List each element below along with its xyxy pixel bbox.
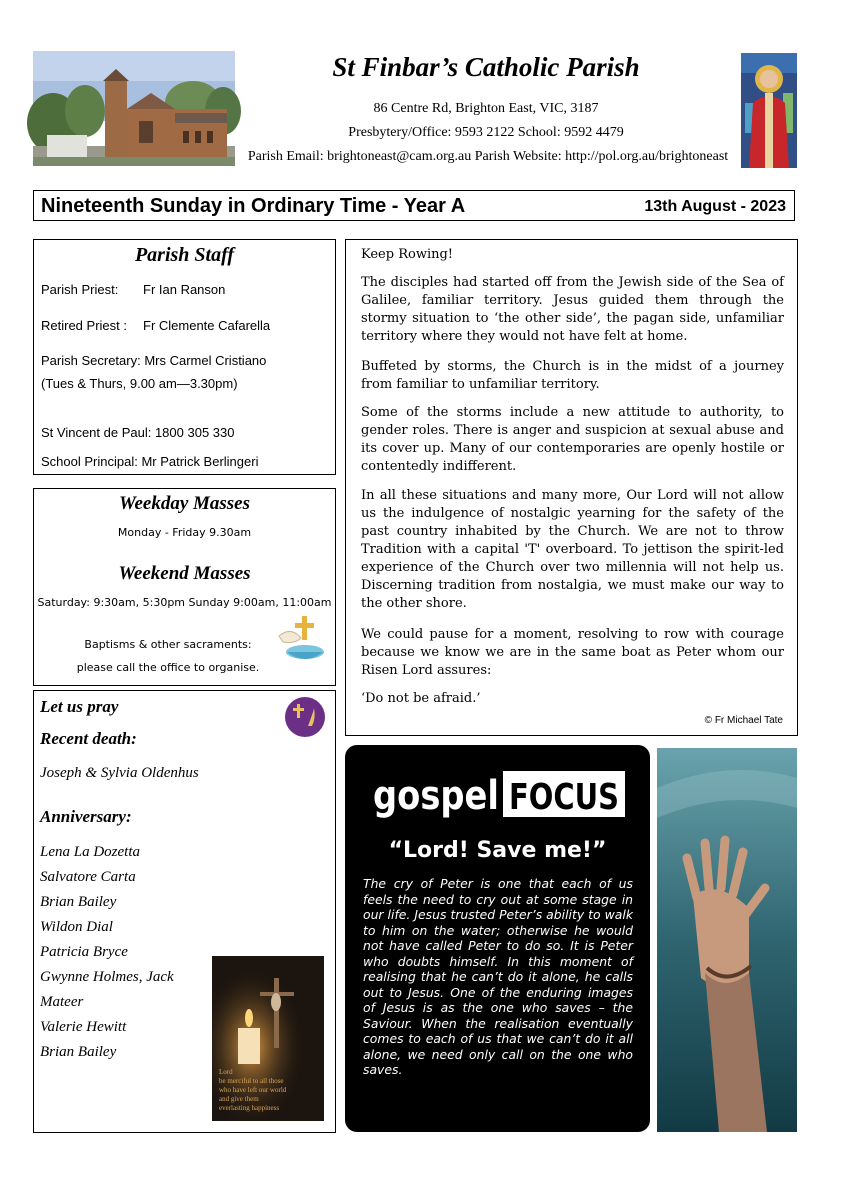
parish-email-website: Parish Email: brightoneast@cam.org.au Parish Website: http://pol.org.au/brightoneast bbox=[247, 149, 729, 164]
parish-name: St Finbar’s Catholic Parish bbox=[332, 52, 640, 82]
card-text-line: be merciful to all those bbox=[219, 1077, 284, 1085]
weekend-mass-times: Saturday: 9:30am, 5:30pm Sunday 9:00am, 11:00am bbox=[37, 596, 332, 609]
anniversary-name: Valerie Hewitt bbox=[40, 1019, 127, 1035]
church-photo bbox=[33, 51, 235, 166]
reflection-paragraph: In all these situations and many more, Our Lord will not allow us the indulgence of nostalgic yearning for the safety of the past country inhabited by the Church. We are not to throw Tradition with a capital 'T' overboard. To jettison the spirit-led experience of the Church over two millennia will not help us. Discerning tradition from nostalgia, we must make our way to the other shore. bbox=[361, 488, 784, 611]
parish-secretary: Parish Secretary: Mrs Carmel Cristiano bbox=[41, 353, 267, 368]
logo-word-focus: FOCUS bbox=[509, 777, 619, 818]
prayer-candle-icon bbox=[284, 696, 326, 738]
baptism-note-line1: Baptisms & other sacraments: bbox=[84, 638, 252, 651]
gospel-focus-panel bbox=[345, 745, 650, 1132]
liturgical-title: Nineteenth Sunday in Ordinary Time - Year A bbox=[41, 195, 466, 217]
secretary-hours: (Tues & Thurs, 9.00 am—3.30pm) bbox=[41, 376, 238, 391]
parish-phone: Presbytery/Office: 9593 2122 School: 9592 4479 bbox=[348, 125, 624, 140]
st-vincent-de-paul: St Vincent de Paul: 1800 305 330 bbox=[41, 425, 235, 440]
let-us-pray-box bbox=[33, 690, 336, 1133]
parish-staff-box bbox=[33, 239, 336, 475]
retired-priest-name: Fr Clemente Cafarella bbox=[143, 318, 271, 333]
memorial-candle-card bbox=[212, 956, 324, 1121]
recent-death-heading: Recent death: bbox=[40, 729, 137, 748]
parish-priest-name: Fr Ian Ranson bbox=[143, 282, 226, 297]
hand-reaching-from-water-image bbox=[657, 748, 797, 1132]
anniversary-name: Brian Bailey bbox=[40, 894, 117, 910]
mass-times-box bbox=[33, 488, 336, 686]
let-us-pray-heading: Let us pray bbox=[40, 697, 119, 716]
reflection-title: Keep Rowing! bbox=[361, 247, 454, 262]
card-text-line: and give them bbox=[219, 1095, 259, 1103]
anniversary-heading: Anniversary: bbox=[40, 807, 132, 826]
parish-priest-label: Parish Priest: bbox=[41, 282, 119, 297]
card-text-line: who have left our world bbox=[219, 1086, 287, 1094]
reflection-box bbox=[345, 239, 798, 736]
dove-font-icon bbox=[275, 614, 327, 666]
logo-word-gospel: gospel bbox=[373, 773, 499, 819]
school-principal: School Principal: Mr Patrick Berlingeri bbox=[41, 454, 259, 469]
reflection-paragraph: We could pause for a moment, resolving to row with courage because we know we are in the same boat as Peter whom our Risen Lord assures: bbox=[361, 627, 784, 678]
card-text-line: Lord bbox=[219, 1068, 233, 1076]
saint-stained-glass-image bbox=[741, 53, 797, 168]
anniversary-name: Mateer bbox=[40, 994, 84, 1010]
anniversary-name: Lena La Dozetta bbox=[40, 844, 141, 860]
anniversary-name: Gwynne Holmes, Jack bbox=[40, 969, 174, 985]
anniversary-name: Salvatore Carta bbox=[40, 869, 136, 885]
retired-priest-label: Retired Priest : bbox=[41, 318, 127, 333]
sunday-title-bar bbox=[33, 190, 795, 221]
reflection-paragraph: Some of the storms include a new attitude to authority, to gender roles. There is anger and suspicion at sexual abuse and its cover up. Many of our contemporaries are openly hostile or contentedly indifferent. bbox=[361, 405, 784, 474]
reflection-credit: © Fr Michael Tate bbox=[704, 715, 783, 726]
reflection-paragraph: The disciples had started off from the Jewish side of the Sea of Galilee, familiar territory. Jesus guided them through the stormy situation to ‘the other side’, the pagan side, unfamiliar territory where they would not have felt at home. bbox=[361, 275, 784, 344]
gospel-quote: “Lord! Save me!” bbox=[388, 838, 607, 863]
weekday-masses-heading: Weekday Masses bbox=[118, 493, 251, 514]
parish-staff-heading: Parish Staff bbox=[134, 244, 235, 266]
parish-address: 86 Centre Rd, Brighton East, VIC, 3187 bbox=[373, 101, 599, 116]
reflection-closing-quote: ‘Do not be afraid.’ bbox=[361, 691, 481, 706]
weekday-mass-times: Monday - Friday 9.30am bbox=[117, 526, 252, 539]
bulletin-date: 13th August - 2023 bbox=[644, 198, 786, 215]
reflection-paragraph: Buffeted by storms, the Church is in the midst of a journey from familiar to unfamiliar territory. bbox=[361, 359, 784, 392]
card-text-line: everlasting happiness bbox=[219, 1104, 280, 1112]
anniversary-name: Patricia Bryce bbox=[40, 944, 128, 960]
gospel-focus-logo bbox=[369, 767, 627, 821]
baptism-note-line2: please call the office to organise. bbox=[76, 661, 260, 674]
weekend-masses-heading: Weekend Masses bbox=[118, 563, 251, 584]
recent-death-name: Joseph & Sylvia Oldenhus bbox=[40, 765, 199, 781]
anniversary-name: Brian Bailey bbox=[40, 1044, 117, 1060]
gospel-focus-text: The cry of Peter is one that each of us feels the need to cry out at some stage in our life. Jesus trusted Peter’s ability to walk to him on the water; otherwise he would not have called Peter to do so. It is Peter who doubts himself. In this moment of realising that he can’t do it alone, he calls out to Jesus. One of the enduring images of Jesus is as the one who saves – the Saviour. When the realisation eventually comes to each of us that we can’t do it all alone, we need only call on the one who saves. bbox=[363, 876, 633, 1077]
anniversary-name: Wildon Dial bbox=[40, 919, 113, 935]
